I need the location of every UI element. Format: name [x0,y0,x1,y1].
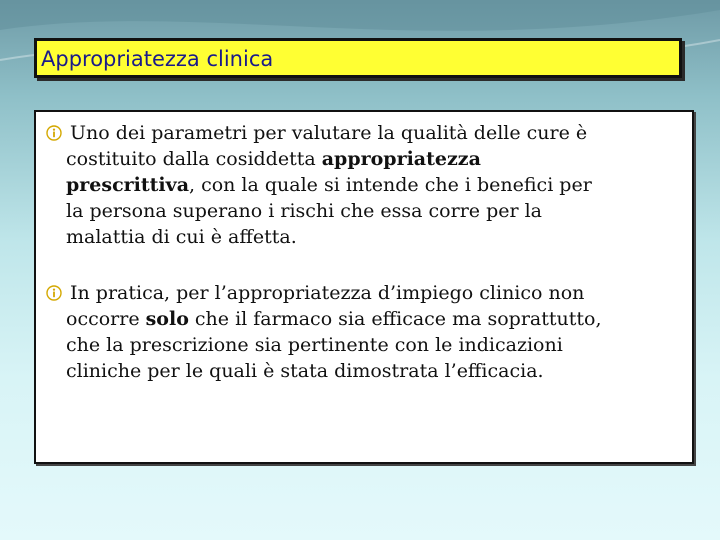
bold-text: prescrittiva [66,174,189,196]
text-segment: , con la quale si intende che i benefici per [189,174,592,196]
bullet-line [46,224,686,250]
content-box [34,110,694,464]
slide-title: Appropriatezza clinica [41,47,274,71]
text-segment: costituito dalla cosiddetta [66,148,322,170]
text-segment: cliniche per le quali è stata dimostrata l’efficacia. [66,360,544,382]
bullet-item-2 [46,280,686,384]
text-segment: che la prescrizione sia pertinente con le indicazioni [66,334,563,356]
bullet-line [46,306,686,332]
bullet-line [46,120,686,146]
bullet-line [46,280,686,306]
bullet-line [46,172,686,198]
title-bar [34,38,682,78]
bullet-line [46,358,686,384]
bullet-item-1 [46,120,686,250]
bullet-line [46,146,686,172]
bold-text: solo [145,308,189,330]
info-icon [46,285,62,301]
text-segment: In pratica, per l’appropriatezza d’impiego clinico non [70,282,585,304]
text-segment: malattia di cui è affetta. [66,226,297,248]
text-segment: Uno dei parametri per valutare la qualità delle cure è [70,122,588,144]
info-icon [46,125,62,141]
text-segment: la persona superano i rischi che essa corre per la [66,200,543,222]
text-segment: occorre [66,308,146,330]
bullet-line [46,198,686,224]
bold-text: appropriatezza [321,148,481,170]
text-segment: che il farmaco sia efficace ma soprattutto, [188,308,602,330]
bullet-line [46,332,686,358]
